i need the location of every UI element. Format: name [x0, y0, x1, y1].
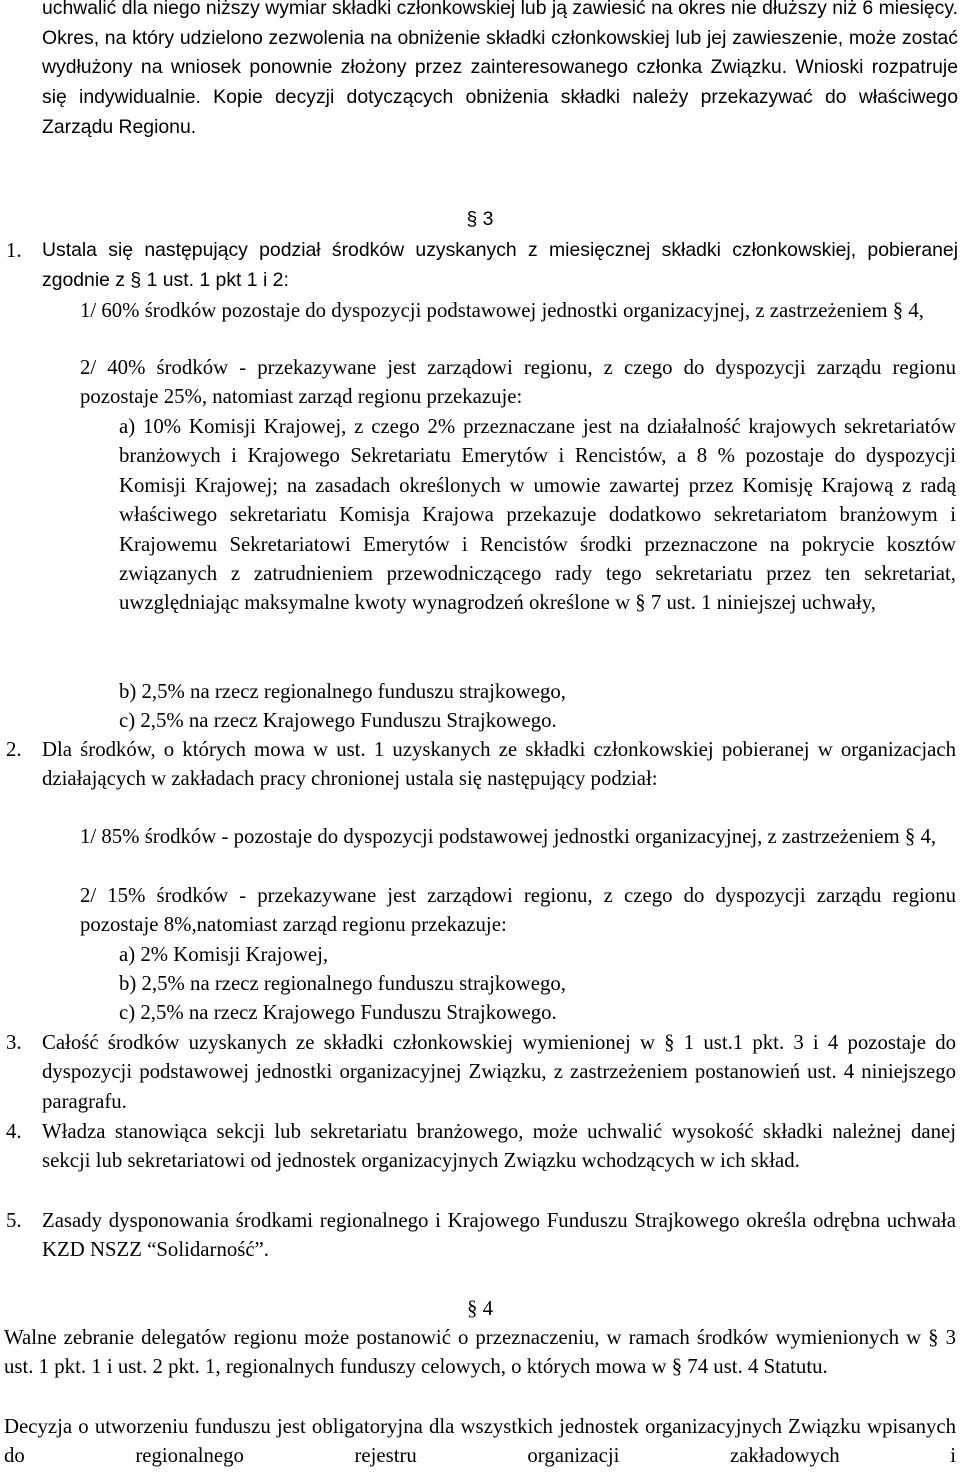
- section-3-heading: § 3: [466, 208, 494, 230]
- item-3-number: 3.: [6, 1031, 22, 1054]
- item-2-sub-1: 1/ 85% środków - pozostaje do dyspozycji podstawowej jednostki organizacyjnej, z zastrzeżeniem § 4,: [80, 825, 937, 848]
- item-1-sub-1-text: 1/ 60% środków pozostaje do dyspozycji podstawowej jednostki organizacyjnej, z zastrzeżeniem § 4,: [80, 299, 924, 322]
- item-2-sub-2: 2/ 15% środków - przekazywane jest zarządowi regionu, z czego do dyspozycji zarządu regionu pozostaje 8%,natomiast zarząd regionu przekazuje:: [80, 884, 956, 937]
- item-1-sub-2: 2/ 40% środków - przekazywane jest zarządowi regionu, z czego do dyspozycji zarządu regionu pozostaje 25%, natomiast zarząd regionu przekazuje:: [80, 356, 956, 409]
- section-4-heading: § 4: [467, 1297, 493, 1320]
- item-1-point-c: c) 2,5% na rzecz Krajowego Funduszu Strajkowego.: [119, 709, 557, 732]
- item-1-sub-1: [80, 296, 956, 325]
- item-5-number: 5.: [6, 1209, 22, 1232]
- item-5-text: Zasady dysponowania środkami regionalnego i Krajowego Funduszu Strajkowego określa odrębna uchwała KZD NSZZ “Solidarność”.: [42, 1209, 956, 1262]
- item-4-text: Władza stanowiąca sekcji lub sekretariatu branżowego, może uchwalić wysokość składki należnej danej sekcji lub sekretariatowi od jednostek organizacyjnych Związku wchodzących w ich skład.: [42, 1120, 956, 1173]
- item-1-text: Ustala się następujący podział środków uzyskanych z miesięcznej składki członkowskiej, pobieranej zgodnie z § 1 ust. 1 pkt 1 i 2:: [42, 239, 958, 291]
- intro-paragraph: uchwalić dla niego niższy wymiar składki członkowskiej lub ją zawiesić na okres nie dłuższy niż 6 miesięcy. Okres, na który udzielono zezwolenia na obniżenie składki członkowskiej lub jej zawieszenie, może zostać wydłużony na wniosek ponownie złożony przez zainteresowanego członka Związku. Wnioski rozpatruje się indywidualnie. Kopie decyzji dotyczących obniżenia składki należy przekazywać do właściwego Zarządu Regionu.: [42, 0, 958, 138]
- item-2-point-c: c) 2,5% na rzecz Krajowego Funduszu Strajkowego.: [119, 1001, 557, 1024]
- item-1-point-a: a) 10% Komisji Krajowej, z czego 2% przeznaczane jest na działalność krajowych sekretariatów branżowych i Krajowego Sekretariatu Emerytów i Rencistów, a 8 % pozostaje do dyspozycji Komisji Krajowej; na zasadach określonych w umowie zawartej przez Komisję Krajową z radą właściwego sekretariatu Komisja Krajowa przekazuje dodatkowo sekretariatom branżowym i Krajowemu Sekretariatowi Emerytów i Rencistów środki przeznaczone na pokrycie kosztów związanych z zatrudnieniem przewodniczącego rady tego sekretariatu przez ten sekretariat, uwzględniając maksymalne kwoty wynagrodzeń określone w § 7 ust. 1 niniejszej uchwały,: [119, 415, 956, 615]
- item-2-point-b: b) 2,5% na rzecz regionalnego funduszu strajkowego,: [119, 972, 566, 995]
- item-4-number: 4.: [6, 1120, 22, 1143]
- item-2-point-a: a) 2% Komisji Krajowej,: [119, 943, 329, 966]
- section-4-paragraph-2: Decyzja o utworzeniu funduszu jest obligatoryjna dla wszystkich jednostek organizacyjnych Związku wpisanych do regionalnego rejestru organizacji zakładowych i: [4, 1415, 956, 1468]
- item-2-text: Dla środków, o których mowa w ust. 1 uzyskanych ze składki członkowskiej pobieranej w organizacjach działających w zakładach pracy chronionej ustala się następujący podział:: [42, 738, 956, 791]
- item-1-point-b: b) 2,5% na rzecz regionalnego funduszu strajkowego,: [119, 680, 566, 703]
- section-4-paragraph-1: Walne zebranie delegatów regionu może postanowić o przeznaczeniu, w ramach środków wymienionych w § 3 ust. 1 pkt. 1 i ust. 2 pkt. 1, regionalnych funduszy celowych, o których mowa w § 74 ust. 4 Statutu.: [4, 1326, 956, 1379]
- item-3-text: Całość środków uzyskanych ze składki członkowskiej wymienionej w § 1 ust.1 pkt. 3 i 4 pozostaje do dyspozycji podstawowej jednostki organizacyjnej Związku, z zastrzeżeniem postanowień ust. 4 niniejszego paragrafu.: [42, 1031, 956, 1113]
- item-1-number: 1.: [6, 239, 22, 262]
- item-2-number: 2.: [6, 738, 22, 761]
